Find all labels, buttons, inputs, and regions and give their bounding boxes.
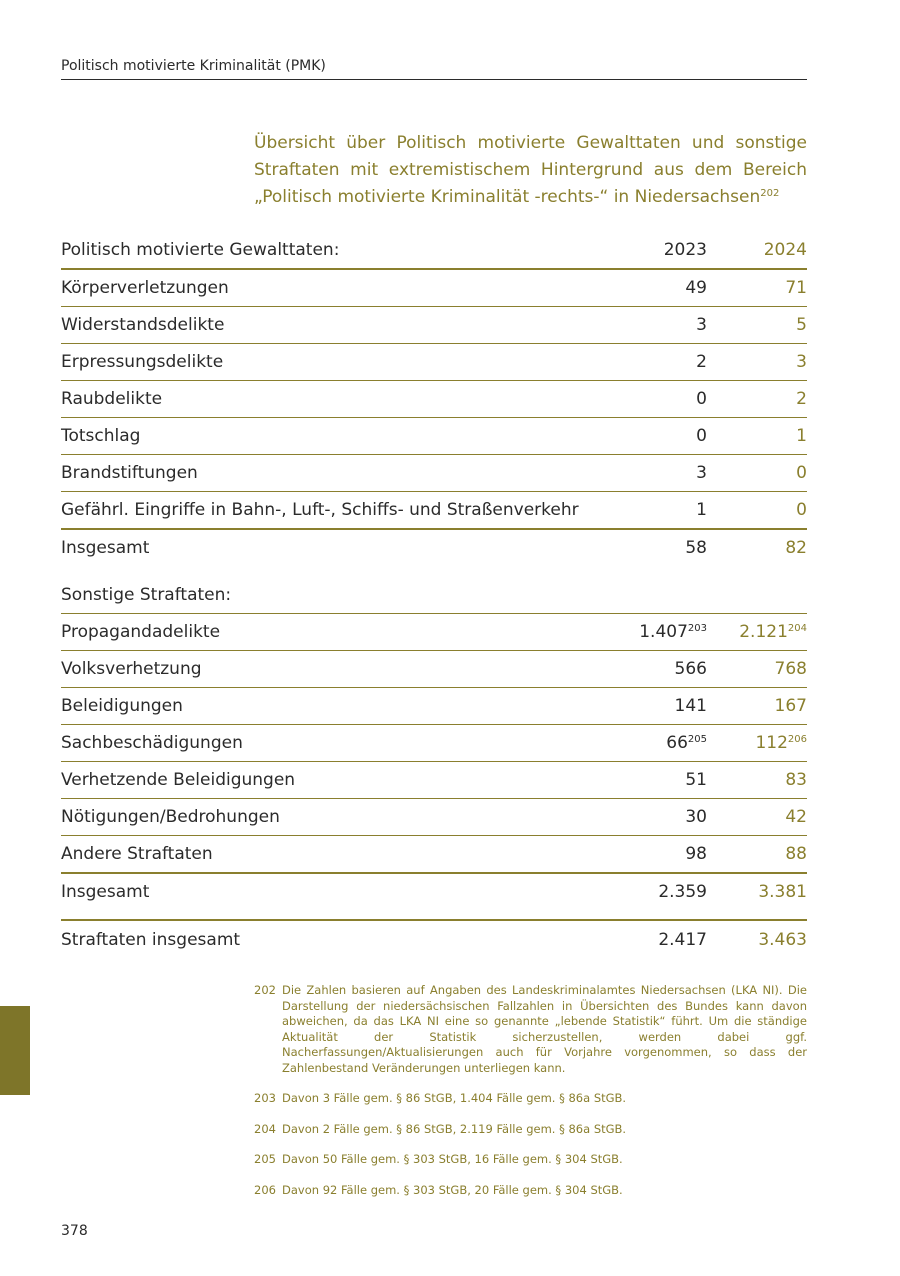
running-header: Politisch motivierte Kriminalität (PMK) (61, 58, 807, 80)
total-2024: 82 (785, 538, 807, 558)
footnote-text: Die Zahlen basieren auf Angaben des Landeskriminalamtes Niedersachsen (LKA NI). Die Darstellung der niedersächsischen Fallzahlen in Übersichten des Bundes kann davon abweichen, da das LKA NI eine so genannte „lebende Statistik“ führt. Um die ständige Aktualität der Statistik sicherzustellen, werden dabei ggf. Nacherfassungen/Aktualisierungen auch für Vorjahre vorgenommen, so dass der Zahlenbestand Veränderungen unterliegen kann. (282, 983, 807, 1075)
row-label: Körperverletzungen (61, 278, 229, 298)
footnote-ref-202: 202 (760, 188, 780, 199)
total-label: Insgesamt (61, 882, 150, 902)
value-2023: 566 (674, 659, 707, 679)
row-label: Nötigungen/Bedrohungen (61, 807, 280, 827)
value-2024: 83 (785, 770, 807, 790)
total-label: Insgesamt (61, 538, 150, 558)
table-row (61, 762, 807, 799)
footnote (254, 1122, 807, 1138)
value-2023: 0 (696, 389, 707, 409)
value-2023: 3 (696, 315, 707, 335)
table-row (61, 836, 807, 874)
footnote-text: Davon 50 Fälle gem. § 303 StGB, 16 Fälle gem. § 304 StGB. (282, 1152, 623, 1166)
value-2023: 2 (696, 352, 707, 372)
table-row (61, 614, 807, 651)
value-2024: 768 (774, 659, 807, 679)
footnote-number: 206 (254, 1182, 276, 1197)
row-label: Gefährl. Eingriffe in Bahn-, Luft-, Schiffs- und Straßenverkehr (61, 500, 579, 520)
value-2024: 112$^{206}$ (755, 733, 807, 753)
value-2024: 88 (785, 844, 807, 864)
value-2023: 141 (674, 696, 707, 716)
table-row (61, 307, 807, 344)
value-2024: 71 (785, 278, 807, 298)
value-2024: 2 (796, 389, 807, 409)
row-label: Verhetzende Beleidigungen (61, 770, 296, 790)
value-2024: 2.121$^{204}$ (739, 622, 807, 642)
table-row (61, 455, 807, 492)
footnote-number: 204 (254, 1121, 276, 1136)
grand-total-row (61, 922, 807, 958)
value-2024: 5 (796, 315, 807, 335)
footnote (254, 1183, 807, 1199)
value-2023: 1 (696, 500, 707, 520)
row-label: Sachbeschädigungen (61, 733, 243, 753)
value-2023: 1.407$^{203}$ (639, 622, 707, 642)
row-label: Erpressungsdelikte (61, 352, 224, 372)
footnote-text: Davon 2 Fälle gem. § 86 StGB, 2.119 Fälle gem. § 86a StGB. (282, 1121, 627, 1136)
row-label: Widerstandsdelikte (61, 315, 225, 335)
table-row (61, 688, 807, 725)
grand-total-divider (61, 919, 807, 921)
footnote-text: Davon 92 Fälle gem. § 303 StGB, 20 Fälle gem. § 304 StGB. (282, 1182, 623, 1197)
total-2023: 2.359 (658, 882, 707, 902)
row-label: Brandstiftungen (61, 463, 198, 483)
value-2023: 30 (685, 807, 707, 827)
value-2023: 49 (685, 278, 707, 298)
violent-heading: Politisch motivierte Gewalttaten: (61, 240, 340, 260)
footnote (254, 1152, 807, 1168)
caption-text: Übersicht über Politisch motivierte Gewalttaten und sonstige Straftaten mit extremistischem Hintergrund aus dem Bereich „Politisch motivierte Kriminalität -rechts-“ in Niedersachsen (254, 133, 807, 207)
footnote-text: Davon 3 Fälle gem. § 86 StGB, 1.404 Fälle gem. § 86a StGB. (282, 1091, 627, 1105)
grand-total-2023: 2.417 (658, 930, 707, 950)
footnotes (254, 983, 807, 1213)
total-2023: 58 (685, 538, 707, 558)
row-label: Raubdelikte (61, 389, 163, 409)
footnote (254, 1091, 807, 1107)
value-2024: 3 (796, 352, 807, 372)
value-2023: 51 (685, 770, 707, 790)
table-row (61, 492, 807, 530)
footnote (254, 983, 807, 1076)
footnote-ref: 206 (787, 734, 807, 745)
footnote-number: 205 (254, 1152, 276, 1166)
footnote-number: 202 (254, 983, 276, 997)
grand-total-label: Straftaten insgesamt (61, 930, 241, 950)
footnote-ref: 203 (687, 623, 707, 634)
value-2023: 3 (696, 463, 707, 483)
table-row (61, 799, 807, 836)
value-2023: 0 (696, 426, 707, 446)
row-label: Totschlag (61, 426, 141, 446)
row-label: Volksverhetzung (61, 659, 202, 679)
row-label: Andere Straftaten (61, 844, 213, 864)
other-heading: Sonstige Straftaten: (61, 585, 232, 605)
grand-total-table (61, 922, 807, 958)
total-2024: 3.381 (758, 882, 807, 902)
value-2024: 0 (796, 500, 807, 520)
table-row (61, 418, 807, 455)
row-label: Propagandadelikte (61, 622, 221, 642)
value-2023: 66$^{205}$ (666, 733, 707, 753)
value-2023: 98 (685, 844, 707, 864)
violent-total-row (61, 530, 807, 566)
other-header-row (61, 577, 807, 614)
page-number: 378 (61, 1223, 88, 1239)
footnote-number: 203 (254, 1091, 276, 1105)
year-2024-header: 2024 (763, 240, 807, 260)
value-2024: 167 (774, 696, 807, 716)
row-label: Beleidigungen (61, 696, 183, 716)
table-row (61, 381, 807, 418)
year-2023-header: 2023 (663, 240, 707, 260)
grand-total-2024: 3.463 (758, 930, 807, 950)
value-2024: 0 (796, 463, 807, 483)
footnote-ref: 204 (787, 623, 807, 634)
value-2024: 42 (785, 807, 807, 827)
table-row (61, 725, 807, 762)
footnote-ref: 205 (687, 734, 707, 745)
value-2024: 1 (796, 426, 807, 446)
other-crimes-table (61, 577, 807, 910)
violent-header-row (61, 232, 807, 270)
table-row (61, 651, 807, 688)
table-row (61, 344, 807, 381)
table-row (61, 270, 807, 307)
chapter-marker-bar (0, 1006, 30, 1095)
table-caption (254, 130, 807, 211)
violent-crimes-table (61, 232, 807, 566)
other-total-row (61, 874, 807, 910)
